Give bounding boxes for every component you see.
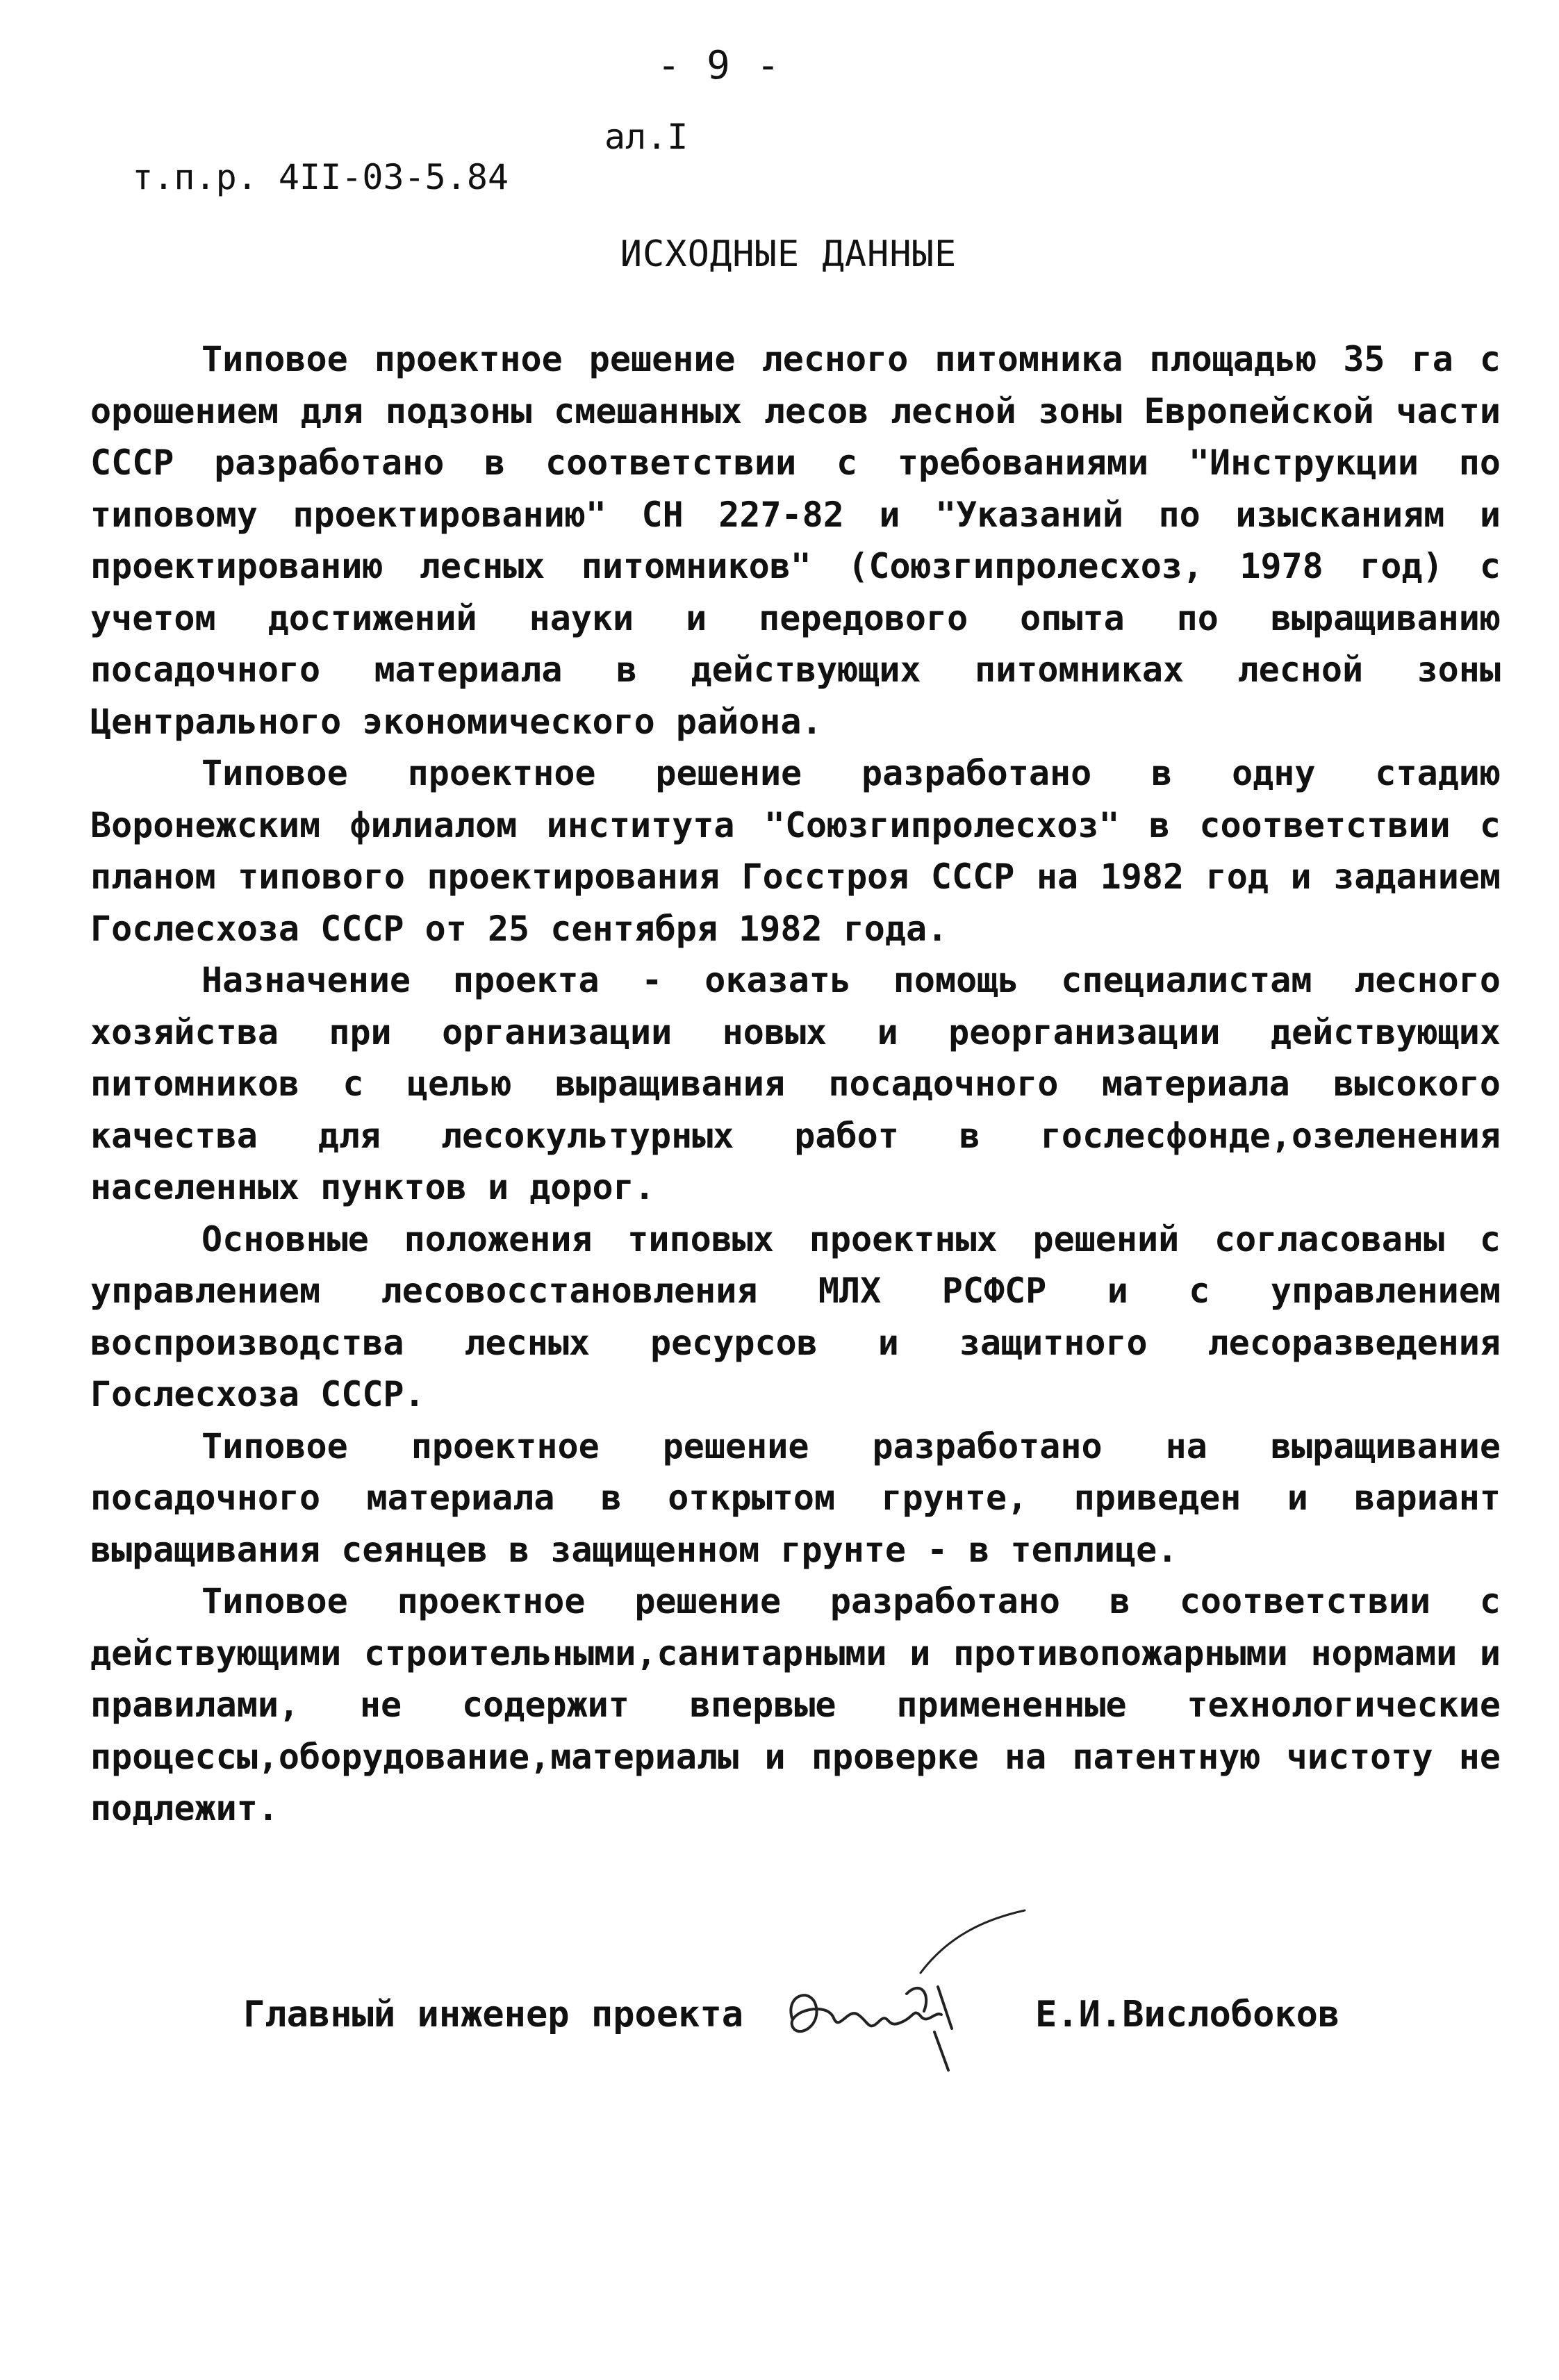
- document-code: т.п.р. 4II-03-5.84: [132, 157, 509, 197]
- paragraph-1: Типовое проектное решение лесного питомника площадью 35 га с орошением для подзоны смешанных лесов лесной зоны Европейской части СССР разработано в соответствии с требованиями "Инструкции по типовому проектированию" СН 227-82 и "Указаний по изысканиям и проектированию лесных питомников" (Союзгипролесхоз, 1978 год) с учетом достижений науки и передового опыта по выращиванию посадочного материала в действующих питомниках лесной зоны Центрального экономического района.: [90, 339, 1501, 742]
- signature-block: [243, 1966, 1424, 2077]
- signer-role: Главный инженер проекта: [243, 1994, 744, 2035]
- paragraph-2: Типовое проектное решение разработано в одну стадию Воронежским филиалом института "Союзгипролесхоз" в соответствии с планом типового проектирования Госстроя СССР на 1982 год и заданием Гослесхоза СССР от 25 сентября 1982 года.: [90, 753, 1501, 949]
- paragraph-5: Типовое проектное решение разработано на выращивание посадочного материала в открытом грунте, приведен и вариант выращивания сеянцев в защищенном грунте - в теплице.: [90, 1425, 1501, 1570]
- section-title: ИСХОДНЫЕ ДАННЫЕ: [620, 233, 957, 275]
- document-header: [90, 117, 688, 238]
- signer-name: Е.И.Вислобоков: [1035, 1994, 1340, 2035]
- sheet-number: ал.I: [604, 117, 688, 157]
- handwritten-signature: [764, 1890, 1028, 2077]
- paragraph-3: Назначение проекта - оказать помощь специалистам лесного хозяйства при организации новых и реорганизации действующих питомников с целью выращивания посадочного материала высокого качества для лесокультурных работ в гослесфонде,озеленения населенных пунктов и дорог.: [90, 960, 1501, 1207]
- page-number: - 9 -: [657, 43, 782, 88]
- paragraph-4: Основные положения типовых проектных решений согласованы с управлением лесовосстановления МЛХ РСФСР и с управлением воспроизводства лесных ресурсов и защитного лесоразведения Гослесхоза СССР.: [90, 1218, 1501, 1414]
- paragraph-6: Типовое проектное решение разработано в соответствии с действующими строительными,санитарными и противопожарными нормами и правилами, не содержит впервые примененные технологические процессы,оборудование,материалы и проверке на патентную чистоту не подлежит.: [90, 1581, 1501, 1828]
- document-body: [90, 333, 1501, 1835]
